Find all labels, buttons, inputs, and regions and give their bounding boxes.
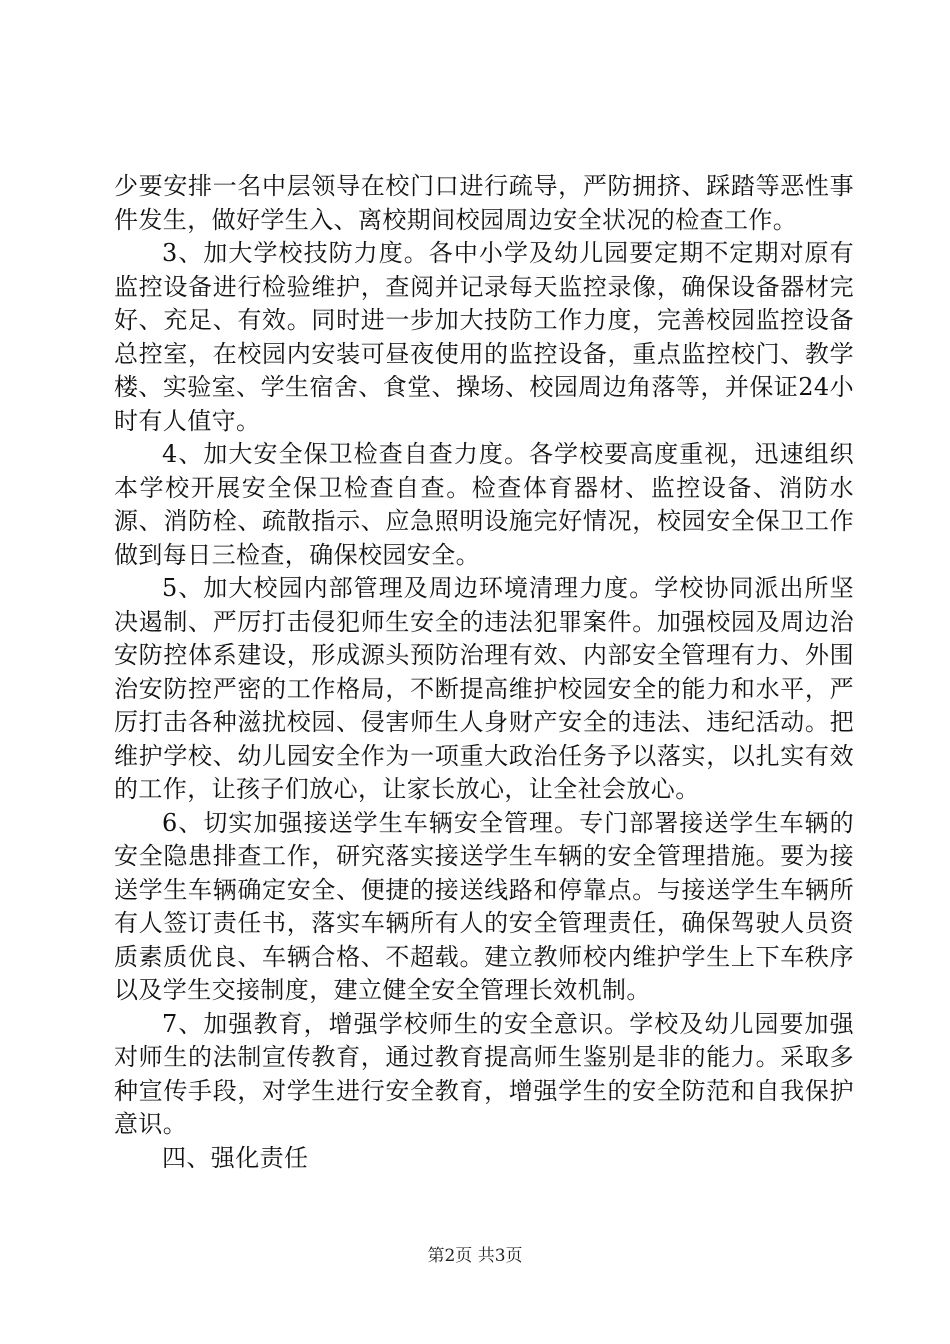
paragraph-item-5: 5、加大校园内部管理及周边环境清理力度。学校协同派出所坚决遏制、严厉打击侵犯师生安全的违法犯罪案件。加强校园及周边治安防控体系建设，形成源头预防治理有效、内部安全管理有力、外围治安防控严密的工作格局，不断提高维护校园安全的能力和水平，严厉打击各种滋扰校园、侵害师生人身财产安全的违法、违纪活动。把维护学校、幼儿园安全作为一项重大政治任务予以落实，以扎实有效的工作，让孩子们放心，让家长放心，让全社会放心。 bbox=[114, 574, 854, 803]
section-heading: 四、强化责任 bbox=[162, 1143, 309, 1172]
paragraph-item-3: 3、加大学校技防力度。各中小学及幼儿园要定期不定期对原有监控设备进行检验维护，查阅并记录每天监控录像，确保设备器材完好、充足、有效。同时进一步加大技防工作力度，完善校园监控设备总控室，在校园内安装可昼夜使用的监控设备，重点监控校门、教学楼、实验室、学生宿舍、食堂、操场、校园周边角落等，并保证24小时有人值守。 bbox=[114, 239, 854, 435]
paragraph-continuation: 少要安排一名中层领导在校门口进行疏导，严防拥挤、踩踏等恶性事件发生，做好学生入、离校期间校园周边安全状况的检查工作。 bbox=[114, 172, 854, 234]
page-number-footer: 第2页 共3页 bbox=[427, 1246, 523, 1266]
paragraph-item-7: 7、加强教育，增强学校师生的安全意识。学校及幼儿园要加强对师生的法制宣传教育，通过教育提高师生鉴别是非的能力。采取多种宣传手段，对学生进行安全教育，增强学生的安全防范和自我保护意识。 bbox=[114, 1009, 854, 1138]
paragraph-item-4: 4、加大安全保卫检查自查力度。各学校要高度重视，迅速组织本学校开展安全保卫检查自查。检查体育器材、监控设备、消防水源、消防栓、疏散指示、应急照明设施完好情况，校园安全保卫工作做到每日三检查，确保校园安全。 bbox=[114, 440, 854, 569]
document-body bbox=[114, 170, 854, 1175]
paragraph-item-6: 6、切实加强接送学生车辆安全管理。专门部署接送学生车辆的安全隐患排查工作，研究落实接送学生车辆的安全管理措施。要为接送学生车辆确定安全、便捷的接送线路和停靠点。与接送学生车辆所有人签订责任书，落实车辆所有人的安全管理责任，确保驾驶人员资质素质优良、车辆合格、不超载。建立教师校内维护学生上下车秩序以及学生交接制度，建立健全安全管理长效机制。 bbox=[114, 808, 854, 1004]
